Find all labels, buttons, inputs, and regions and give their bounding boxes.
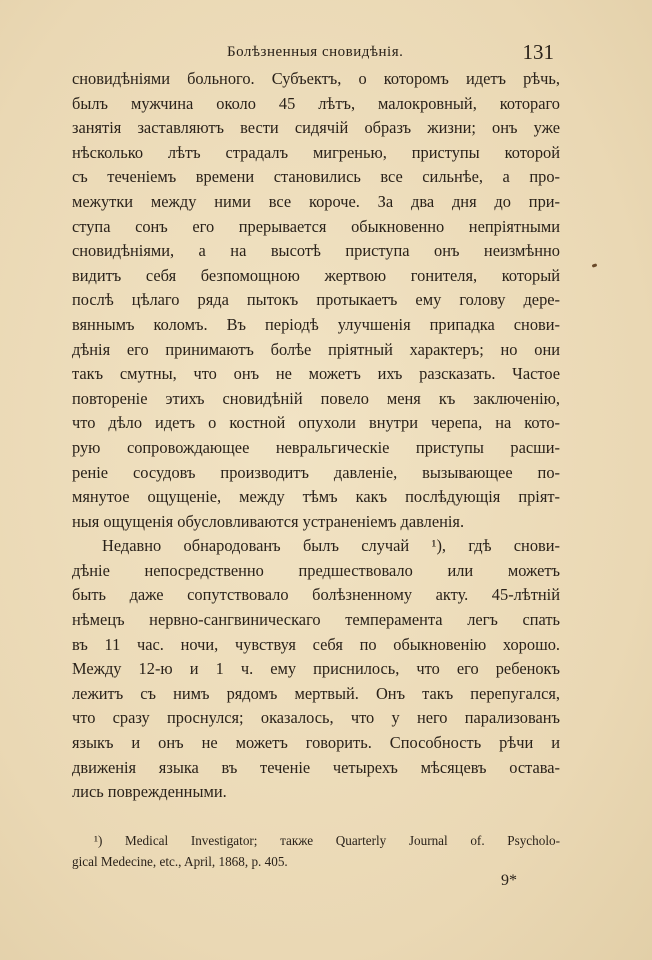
text-line: послѣ цѣлаго ряда пытокъ протыкаетъ ему голову дере- bbox=[72, 290, 560, 310]
text-line: дѣнія его принимаютъ болѣе пріятный характеръ; но они bbox=[72, 339, 560, 359]
text-line: сновидѣніями, а на высотѣ приступа онъ неизмѣнно bbox=[72, 241, 560, 261]
text-line: повтореніе этихъ сновидѣній повело меня къ заключенію, bbox=[72, 388, 560, 408]
page-number: 131 bbox=[522, 40, 554, 64]
text-line: мянутое ощущеніе, между тѣмъ какъ послѣдующія пріят- bbox=[72, 487, 560, 507]
text-line: лись поврежденными. bbox=[72, 782, 227, 802]
text-line: языкъ и онъ не можетъ говорить. Способность рѣчи и bbox=[72, 733, 560, 753]
text-line: въ 11 час. ночи, чувствуя себя по обыкновенію хорошо. bbox=[72, 634, 560, 654]
text-line: вяннымъ коломъ. Въ періодѣ улучшенія припадка снови- bbox=[72, 314, 560, 334]
text-line: занятія заставляютъ вести сидячій образъ жизни; онъ уже bbox=[72, 118, 560, 138]
text-line: сновидѣніями больного. Субъектъ, о которомъ идетъ рѣчь, bbox=[72, 69, 560, 88]
text-line: что сразу проснулся; оказалось, что у него парализованъ bbox=[72, 708, 560, 728]
text-line: движенія языка въ теченіе четырехъ мѣсяцевъ остава- bbox=[72, 757, 560, 777]
text-line: Между 12-ю и 1 ч. ему приснилось, что его ребенокъ bbox=[72, 659, 560, 679]
paper-speck bbox=[592, 263, 598, 268]
text-line: ступа сонъ его прерывается обыкновенно непріятными bbox=[72, 216, 560, 236]
text-line: дѣніе непосредственно предшествовало или можетъ bbox=[72, 560, 560, 580]
text-line: межутки между ними все короче. За два дня до при- bbox=[72, 191, 560, 211]
text-line: быть даже сопутствовало болѣзненному акту. 45-лѣтній bbox=[72, 585, 560, 605]
footnote-line: gical Medecine, etc., April, 1868, p. 405. bbox=[72, 854, 288, 869]
text-line: лежитъ съ нимъ рядомъ мертвый. Онъ такъ перепугался, bbox=[72, 683, 560, 703]
text-line: Недавно обнародованъ былъ случай ¹), гдѣ снови- bbox=[102, 536, 560, 556]
footnotes bbox=[72, 830, 560, 872]
body-text bbox=[72, 67, 560, 805]
text-line: съ теченіемъ времени становились все сильнѣе, а про- bbox=[72, 167, 560, 187]
text-line: былъ мужчина около 45 лѣтъ, малокровный, котораго bbox=[72, 93, 560, 113]
printer-signature: 9* bbox=[501, 872, 517, 889]
text-line: нѣмецъ нервно-сангвиническаго темперамента легъ спать bbox=[72, 610, 560, 630]
running-head: Болѣзненныя сновидѣнія. bbox=[227, 44, 404, 60]
text-line: реніе сосудовъ производитъ давленіе, вызывающее по- bbox=[72, 462, 560, 482]
footnote-line: ¹) Medical Investigator; также Quarterly Journal of. Psycholo- bbox=[94, 833, 560, 848]
text-line: что дѣло идетъ о костной опухоли внутри черепа, на кото- bbox=[72, 413, 560, 433]
text-line: нѣсколько лѣтъ страдалъ мигренью, приступы которой bbox=[72, 142, 560, 162]
text-line: такъ смутны, что онъ не можетъ ихъ разсказать. Частое bbox=[72, 364, 560, 384]
text-line: ныя ощущенія обусловливаются устраненіемъ давленія. bbox=[72, 511, 465, 531]
text-line: рую сопровождающее невральгическіе приступы расши- bbox=[72, 437, 560, 457]
page-header bbox=[72, 40, 554, 66]
text-line: видитъ себя безпомощною жертвою гонителя, который bbox=[72, 265, 560, 285]
